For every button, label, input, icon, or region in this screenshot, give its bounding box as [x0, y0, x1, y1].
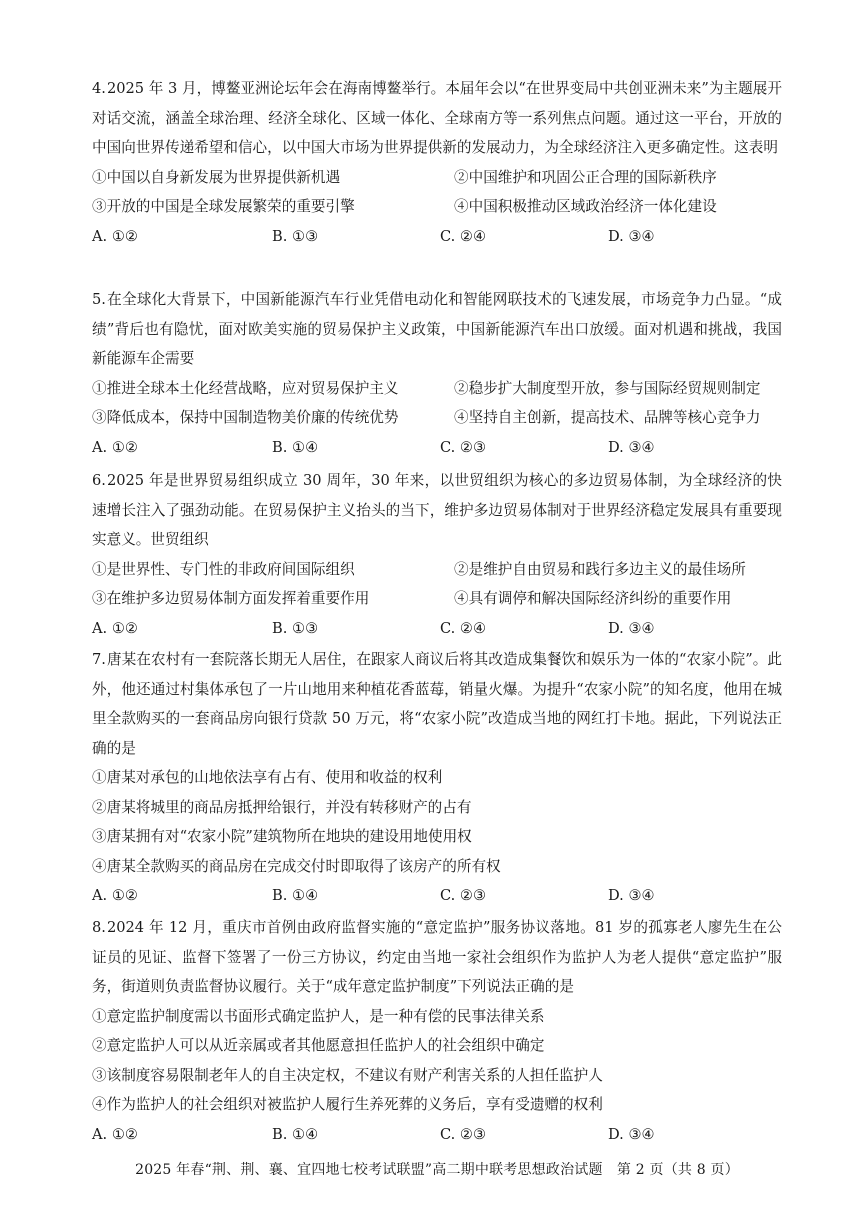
answer-a: A. ①② — [92, 227, 138, 245]
option-1: ①是世界性、专门性的非政府间国际组织 — [92, 560, 355, 578]
option-list — [92, 763, 782, 881]
option-2: ②稳步扩大制度型开放，参与国际经贸规则制定 — [454, 379, 761, 397]
option-2: ②中国维护和巩固公正合理的国际新秩序 — [454, 168, 717, 186]
answer-b: B. ①④ — [272, 887, 319, 904]
question-text: 2025 年 3 月，博鳌亚洲论坛年会在海南博鳌举行。本届年会以“在世界变局中共创亚洲未来”为主题展开对话交流，涵盖全球治理、经济全球化、区域一体化、全球南方等一系列焦点问题。通过这一平台，开放的中国向世界传递希望和信心，以中国大市场为世界提供新的发展动力，为全球经济注入更多确定性。这表明 — [92, 80, 782, 156]
question-text: 2024 年 12 月，重庆市首例由政府监督实施的“意定监护”服务协议落地。81 岁的孤寡老人廖先生在公证员的见证、监督下签署了一份三方协议，约定由当地一家社会组织作为监护人为老人提供“意定监护”服务，街道则负责监督协议履行。关于“成年意定监护制度”下列说法正确的是 — [92, 919, 782, 995]
option-4: ④具有调停和解决国际经济纠纷的重要作用 — [454, 590, 732, 607]
option-2: ②是维护自由贸易和践行多边主义的最佳场所 — [454, 560, 746, 578]
question-6 — [92, 466, 782, 643]
answer-d: D. ③④ — [608, 227, 655, 245]
question-number: 6. — [92, 472, 106, 489]
option-1: ①推进全球本土化经营战略，应对贸易保护主义 — [92, 379, 399, 397]
question-text: 2025 年是世界贸易组织成立 30 周年，30 年来，以世贸组织为核心的多边贸易体制，为全球经济的快速增长注入了强劲动能。在贸易保护主义抬头的当下，维护多边贸易体制对于世界经济稳定发展具有重要现实意义。世贸组织 — [92, 472, 782, 548]
answer-c: C. ②③ — [440, 1125, 487, 1143]
question-stem — [92, 74, 782, 163]
answer-c: C. ②③ — [440, 438, 487, 456]
option-4: ④坚持自主创新，提高技术、品牌等核心竞争力 — [454, 409, 761, 426]
option-list — [92, 1002, 782, 1120]
page-footer: 2025 年春“荆、荆、襄、宜四地七校考试联盟”高二期中联考思想政治试题 第 2 页（共 8 页） — [135, 1162, 739, 1178]
question-stem — [92, 285, 782, 374]
answer-a: A. ①② — [92, 619, 138, 637]
option-4: ④唐某全款购买的商品房在完成交付时即取得了该房产的所有权 — [92, 857, 501, 875]
option-1: ①中国以自身新发展为世界提供新机遇 — [92, 168, 341, 186]
question-8 — [92, 913, 782, 1149]
option-2: ②意定监护人可以从近亲属或者其他愿意担任监护人的社会组织中确定 — [92, 1037, 545, 1054]
option-1: ①唐某对承包的山地依法享有占有、使用和收益的权利 — [92, 769, 443, 786]
answer-c: C. ②④ — [440, 619, 487, 637]
question-stem — [92, 913, 782, 1002]
answer-d: D. ③④ — [608, 438, 655, 456]
answer-b: B. ①③ — [272, 619, 319, 637]
option-1: ①意定监护制度需以书面形式确定监护人，是一种有偿的民事法律关系 — [92, 1007, 545, 1025]
question-number: 5. — [92, 291, 106, 308]
answer-c: C. ②④ — [440, 227, 487, 245]
option-3: ③在维护多边贸易体制方面发挥着重要作用 — [92, 590, 370, 607]
answer-b: B. ①③ — [272, 227, 319, 245]
question-number: 4. — [92, 80, 106, 97]
question-text: 在全球化大背景下，中国新能源汽车行业凭借电动化和智能网联技术的飞速发展，市场竞争力凸显。“成绩”背后也有隐忧，面对欧美实施的贸易保护主义政策，中国新能源汽车出口放缓。面对机遇和挑战，我国新能源车企需要 — [92, 291, 782, 367]
answer-choices — [92, 433, 782, 463]
option-3: ③开放的中国是全球发展繁荣的重要引擎 — [92, 198, 355, 215]
answer-a: A. ①② — [92, 438, 138, 456]
option-3: ③降低成本，保持中国制造物美价廉的传统优势 — [92, 409, 399, 426]
question-stem — [92, 645, 782, 763]
option-4: ④作为监护人的社会组织对被监护人履行生养死葬的义务后，享有受遗赠的权利 — [92, 1096, 603, 1113]
answer-choices — [92, 1120, 782, 1150]
answer-a: A. ①② — [92, 887, 138, 904]
option-2: ②唐某将城里的商品房抵押给银行，并没有转移财产的占有 — [92, 798, 472, 816]
answer-b: B. ①④ — [272, 438, 319, 456]
option-list — [92, 555, 782, 614]
answer-d: D. ③④ — [608, 619, 655, 637]
answer-a: A. ①② — [92, 1125, 138, 1143]
option-3: ③该制度容易限制老年人的自主决定权，不建议有财产利害关系的人担任监护人 — [92, 1066, 603, 1084]
question-number: 7. — [92, 651, 106, 668]
answer-b: B. ①④ — [272, 1125, 319, 1143]
answer-d: D. ③④ — [608, 1125, 655, 1143]
question-text: 唐某在农村有一套院落长期无人居住，在跟家人商议后将其改造成集餐饮和娱乐为一体的“农家小院”。此外，他还通过村集体承包了一片山地用来种植花香蓝莓，销量火爆。为提升“农家小院”的知名度，他用在城里全款购买的一套商品房向银行贷款 50 万元，将“农家小院”改造成当地的网红打卡地。据此，下列说法正确的是 — [92, 651, 782, 757]
question-stem — [92, 466, 782, 555]
answer-choices — [92, 222, 782, 252]
option-list — [92, 163, 782, 222]
option-3: ③唐某拥有对“农家小院”建筑物所在地块的建设用地使用权 — [92, 828, 472, 845]
answer-d: D. ③④ — [608, 887, 655, 904]
option-4: ④中国积极推动区域政治经济一体化建设 — [454, 198, 717, 215]
question-7 — [92, 645, 782, 911]
answer-choices — [92, 881, 782, 911]
answer-choices — [92, 614, 782, 644]
option-list — [92, 374, 782, 433]
question-5 — [92, 285, 782, 462]
question-number: 8. — [92, 919, 106, 936]
question-4 — [92, 74, 782, 251]
answer-c: C. ②③ — [440, 887, 487, 904]
